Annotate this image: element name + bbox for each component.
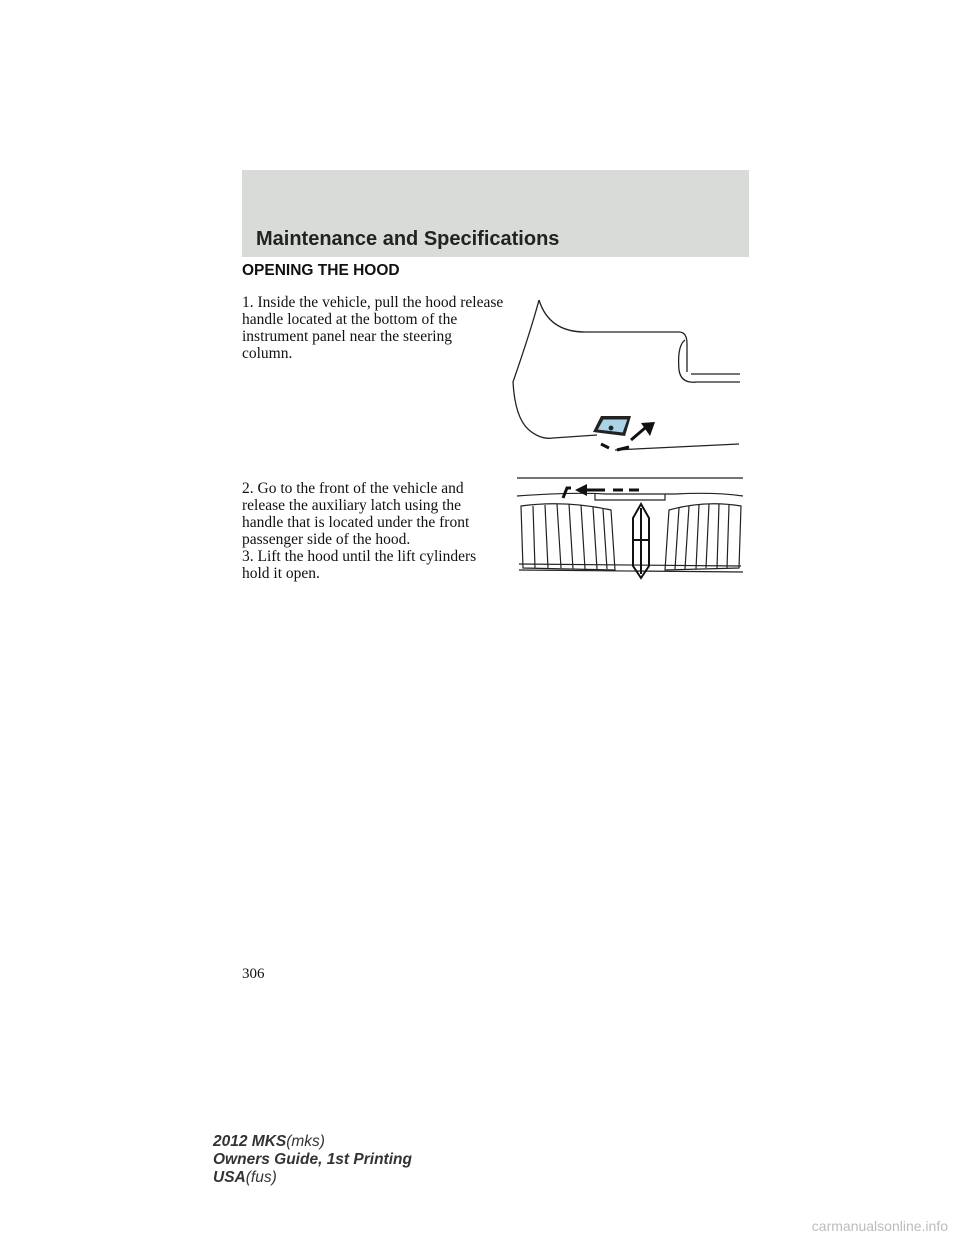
auxiliary-latch-arrow-icon [563, 484, 639, 498]
front-grille-illustration [515, 470, 745, 582]
hood-release-illustration [505, 290, 745, 460]
bumper-line [519, 570, 743, 572]
instrument-panel-outline [513, 300, 597, 438]
chapter-header-band [242, 170, 749, 257]
dash-top-outline [539, 300, 687, 372]
right-grille [665, 504, 741, 570]
step-1-text: 1. Inside the vehicle, pull the hood release handle located at the bottom of the instrument panel near the steering column. [242, 294, 504, 362]
floor-line [615, 444, 739, 450]
chapter-title: Maintenance and Specifications [256, 228, 560, 250]
footer-guide-edition: Owners Guide, 1st Printing [213, 1151, 412, 1168]
step-2-text: 2. Go to the front of the vehicle and release the auxiliary latch using the handle that is located under the front passenger side of the hood. [242, 480, 470, 548]
dash-return-outline [679, 340, 740, 382]
hood-lower-edge [517, 493, 743, 496]
footer-model-code: (mks) [286, 1133, 325, 1150]
release-handle-icon [593, 416, 631, 436]
document-footer [213, 1133, 412, 1187]
step-3-text: 3. Lift the hood until the lift cylinders hold it open. [242, 548, 477, 582]
brand-emblem-icon [633, 504, 649, 578]
section-title: OPENING THE HOOD [242, 262, 400, 279]
footer-model: 2012 MKS [213, 1133, 287, 1150]
watermark: carmanualsonline.info [811, 1218, 948, 1234]
footer-market: USA [213, 1169, 246, 1186]
left-grille [521, 504, 615, 570]
footer-market-code: (fus) [245, 1169, 277, 1186]
page-number: 306 [242, 966, 265, 982]
